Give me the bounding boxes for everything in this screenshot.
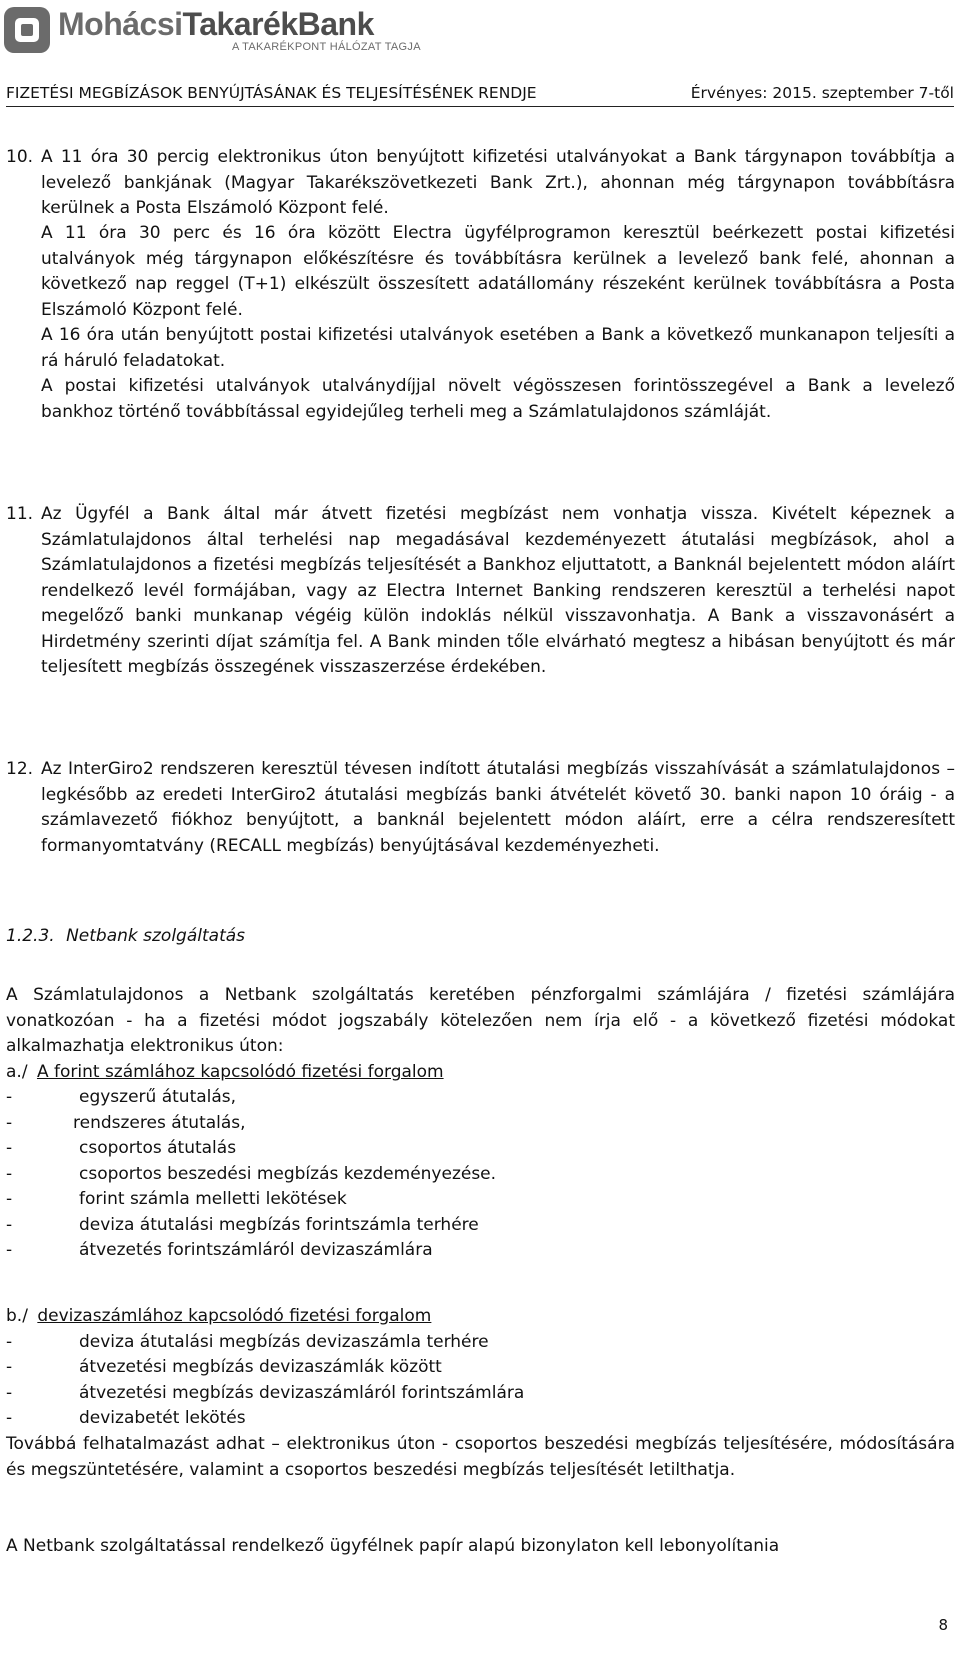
section-11-number: 11. bbox=[6, 504, 34, 524]
bank-tagline: A TAKARÉKPONT HÁLÓZAT TAGJA bbox=[232, 40, 421, 53]
list-b-item-text: átvezetési megbízás devizaszámláról forintszámlára bbox=[79, 1383, 525, 1403]
list-a-item-text: rendszeres átutalás, bbox=[73, 1113, 246, 1133]
section-10-number: 10. bbox=[6, 147, 34, 167]
list-b-heading bbox=[6, 1304, 431, 1330]
list-dash: - bbox=[6, 1408, 13, 1428]
bank-name bbox=[58, 5, 421, 42]
bank-logo bbox=[4, 4, 421, 56]
section-10-paragraph-2: A 11 óra 30 perc és 16 óra között Electra ügyfélprogramon keresztül beérkezett postai kifizetési utalványok még tárgynapon előkészítésre és továbbításra kerülnek a levelező bank felé, ahonnan a következő nap reggel (T+1) elkészült összesített adatállomány részeként kerülnek továbbításra a Posta Elszámoló Központ felé. bbox=[41, 223, 955, 320]
list-dash: - bbox=[6, 1383, 13, 1403]
netbank-intro: A Számlatulajdonos a Netbank szolgáltatás keretében pénzforgalmi számlájára / fizetési számlájára vonatkozóan - ha a fizetési módot jogszabály kötelezően nem írja elő - a következő fizetési módokat alkalmazhatja elektronikus úton: bbox=[6, 985, 955, 1056]
list-a-item-text: átvezetés forintszámláról devizaszámlára bbox=[79, 1240, 433, 1260]
header-title: FIZETÉSI MEGBÍZÁSOK BENYÚJTÁSÁNAK ÉS TELJESÍTÉSÉNEK RENDJE bbox=[6, 84, 537, 102]
list-a-item-text: csoportos beszedési megbízás kezdeményezése. bbox=[79, 1164, 497, 1184]
list-dash: - bbox=[6, 1087, 13, 1107]
section-10-paragraph-1: A 11 óra 30 percig elektronikus úton benyújtott kifizetési utalványokat a Bank tárgynapon továbbítja a levelező bankjának (Magyar Takarékszövetkezeti Bank Zrt.), ahonnan még tárgynapon továbbításra kerülnek a Posta Elszámoló Központ felé. bbox=[41, 147, 955, 218]
section-12-number: 12. bbox=[6, 759, 34, 779]
list-dash: - bbox=[6, 1164, 13, 1184]
list-b-prefix: b./ bbox=[6, 1306, 28, 1326]
list-a-prefix: a./ bbox=[6, 1062, 28, 1082]
bank-name-part1: Mohácsi bbox=[58, 5, 183, 42]
list-a-item-text: deviza átutalási megbízás forintszámla terhére bbox=[79, 1215, 479, 1235]
section-10-paragraph-3: A 16 óra után benyújtott postai kifizetési utalványok esetében a Bank a következő munkanapon teljesíti a rá háruló feladatokat. bbox=[41, 325, 955, 371]
netbank-heading bbox=[6, 924, 245, 950]
list-a-heading bbox=[6, 1060, 444, 1086]
list-b-item-text: átvezetési megbízás devizaszámlák között bbox=[79, 1357, 442, 1377]
bank-logo-icon bbox=[4, 7, 50, 53]
list-dash: - bbox=[6, 1357, 13, 1377]
list-a-item-text: csoportos átutalás bbox=[79, 1138, 237, 1158]
section-11-paragraph: Az Ügyfél a Bank által már átvett fizetési megbízást nem vonhatja vissza. Kivételt képeznek a Számlatulajdonos által terhelési nap megadásával kezdeményezett átutalási megbízások, ahol a Számlatulajdonos a fizetési megbízás teljesítését a Bankhoz eljuttatott, a Banknál bejelentett módon aláírt rendelkező levél formájában, vagy az Electra Internet Banking rendszeren keresztül a terhelési napot megelőző banki munkanap végéig külön indoklás nélkül visszavonhatja. A Bank a visszavonásért a Hirdetmény szerinti díjat számítja fel. A Bank minden tőle elvárható megtesz a hibásan benyújtott és már teljesített megbízás összegének visszaszerzése érdekében. bbox=[41, 504, 955, 677]
list-dash: - bbox=[6, 1113, 13, 1133]
list-dash: - bbox=[6, 1332, 13, 1352]
netbank-heading-title: Netbank szolgáltatás bbox=[66, 926, 246, 946]
header-validity: Érvényes: 2015. szeptember 7-től bbox=[690, 84, 954, 102]
list-b-item-text: devizabetét lekötés bbox=[79, 1408, 246, 1428]
page-number: 8 bbox=[938, 1616, 948, 1634]
section-10-paragraph-4: A postai kifizetési utalványok utalványdíjjal növelt végösszesen forintösszegével a Bank a levelező bankhoz történő továbbítással egyidejűleg terheli meg a Számlatulajdonos számláját. bbox=[41, 376, 955, 422]
list-b-title: devizaszámlához kapcsolódó fizetési forgalom bbox=[37, 1306, 432, 1326]
bank-name-part2: TakarékBank bbox=[182, 5, 374, 42]
list-a-title: A forint számlához kapcsolódó fizetési forgalom bbox=[36, 1062, 444, 1082]
list-a-item-text: egyszerű átutalás, bbox=[79, 1087, 237, 1107]
netbank-last-paragraph: A Netbank szolgáltatással rendelkező ügyfélnek papír alapú bizonylaton kell lebonyolítania bbox=[6, 1536, 780, 1556]
list-b-item-text: deviza átutalási megbízás devizaszámla terhére bbox=[79, 1332, 489, 1352]
list-a-item-text: forint számla melletti lekötések bbox=[79, 1189, 347, 1209]
netbank-authorization-paragraph: Továbbá felhatalmazást adhat – elektronikus úton - csoportos beszedési megbízás teljesítésére, módosítására és megszüntetésére, valamint a csoportos beszedési megbízás teljesítését letilthatja. bbox=[6, 1434, 955, 1480]
list-dash: - bbox=[6, 1240, 13, 1260]
running-header bbox=[6, 84, 954, 107]
list-dash: - bbox=[6, 1138, 13, 1158]
list-dash: - bbox=[6, 1189, 13, 1209]
netbank-heading-number: 1.2.3. bbox=[6, 926, 55, 946]
list-dash: - bbox=[6, 1215, 13, 1235]
section-12-paragraph: Az InterGiro2 rendszeren keresztül tévesen indított átutalási megbízás visszahívását a számlatulajdonos – legkésőbb az eredeti InterGiro2 átutalási megbízás banki átvételét követő 30. banki napon 10 óráig - a számlavezető fiókhoz benyújtott, a banknál bejelentett módon aláírt, erre a célra rendszeresített formanyomtatvány (RECALL megbízás) benyújtásával kezdeményezheti. bbox=[41, 759, 955, 856]
